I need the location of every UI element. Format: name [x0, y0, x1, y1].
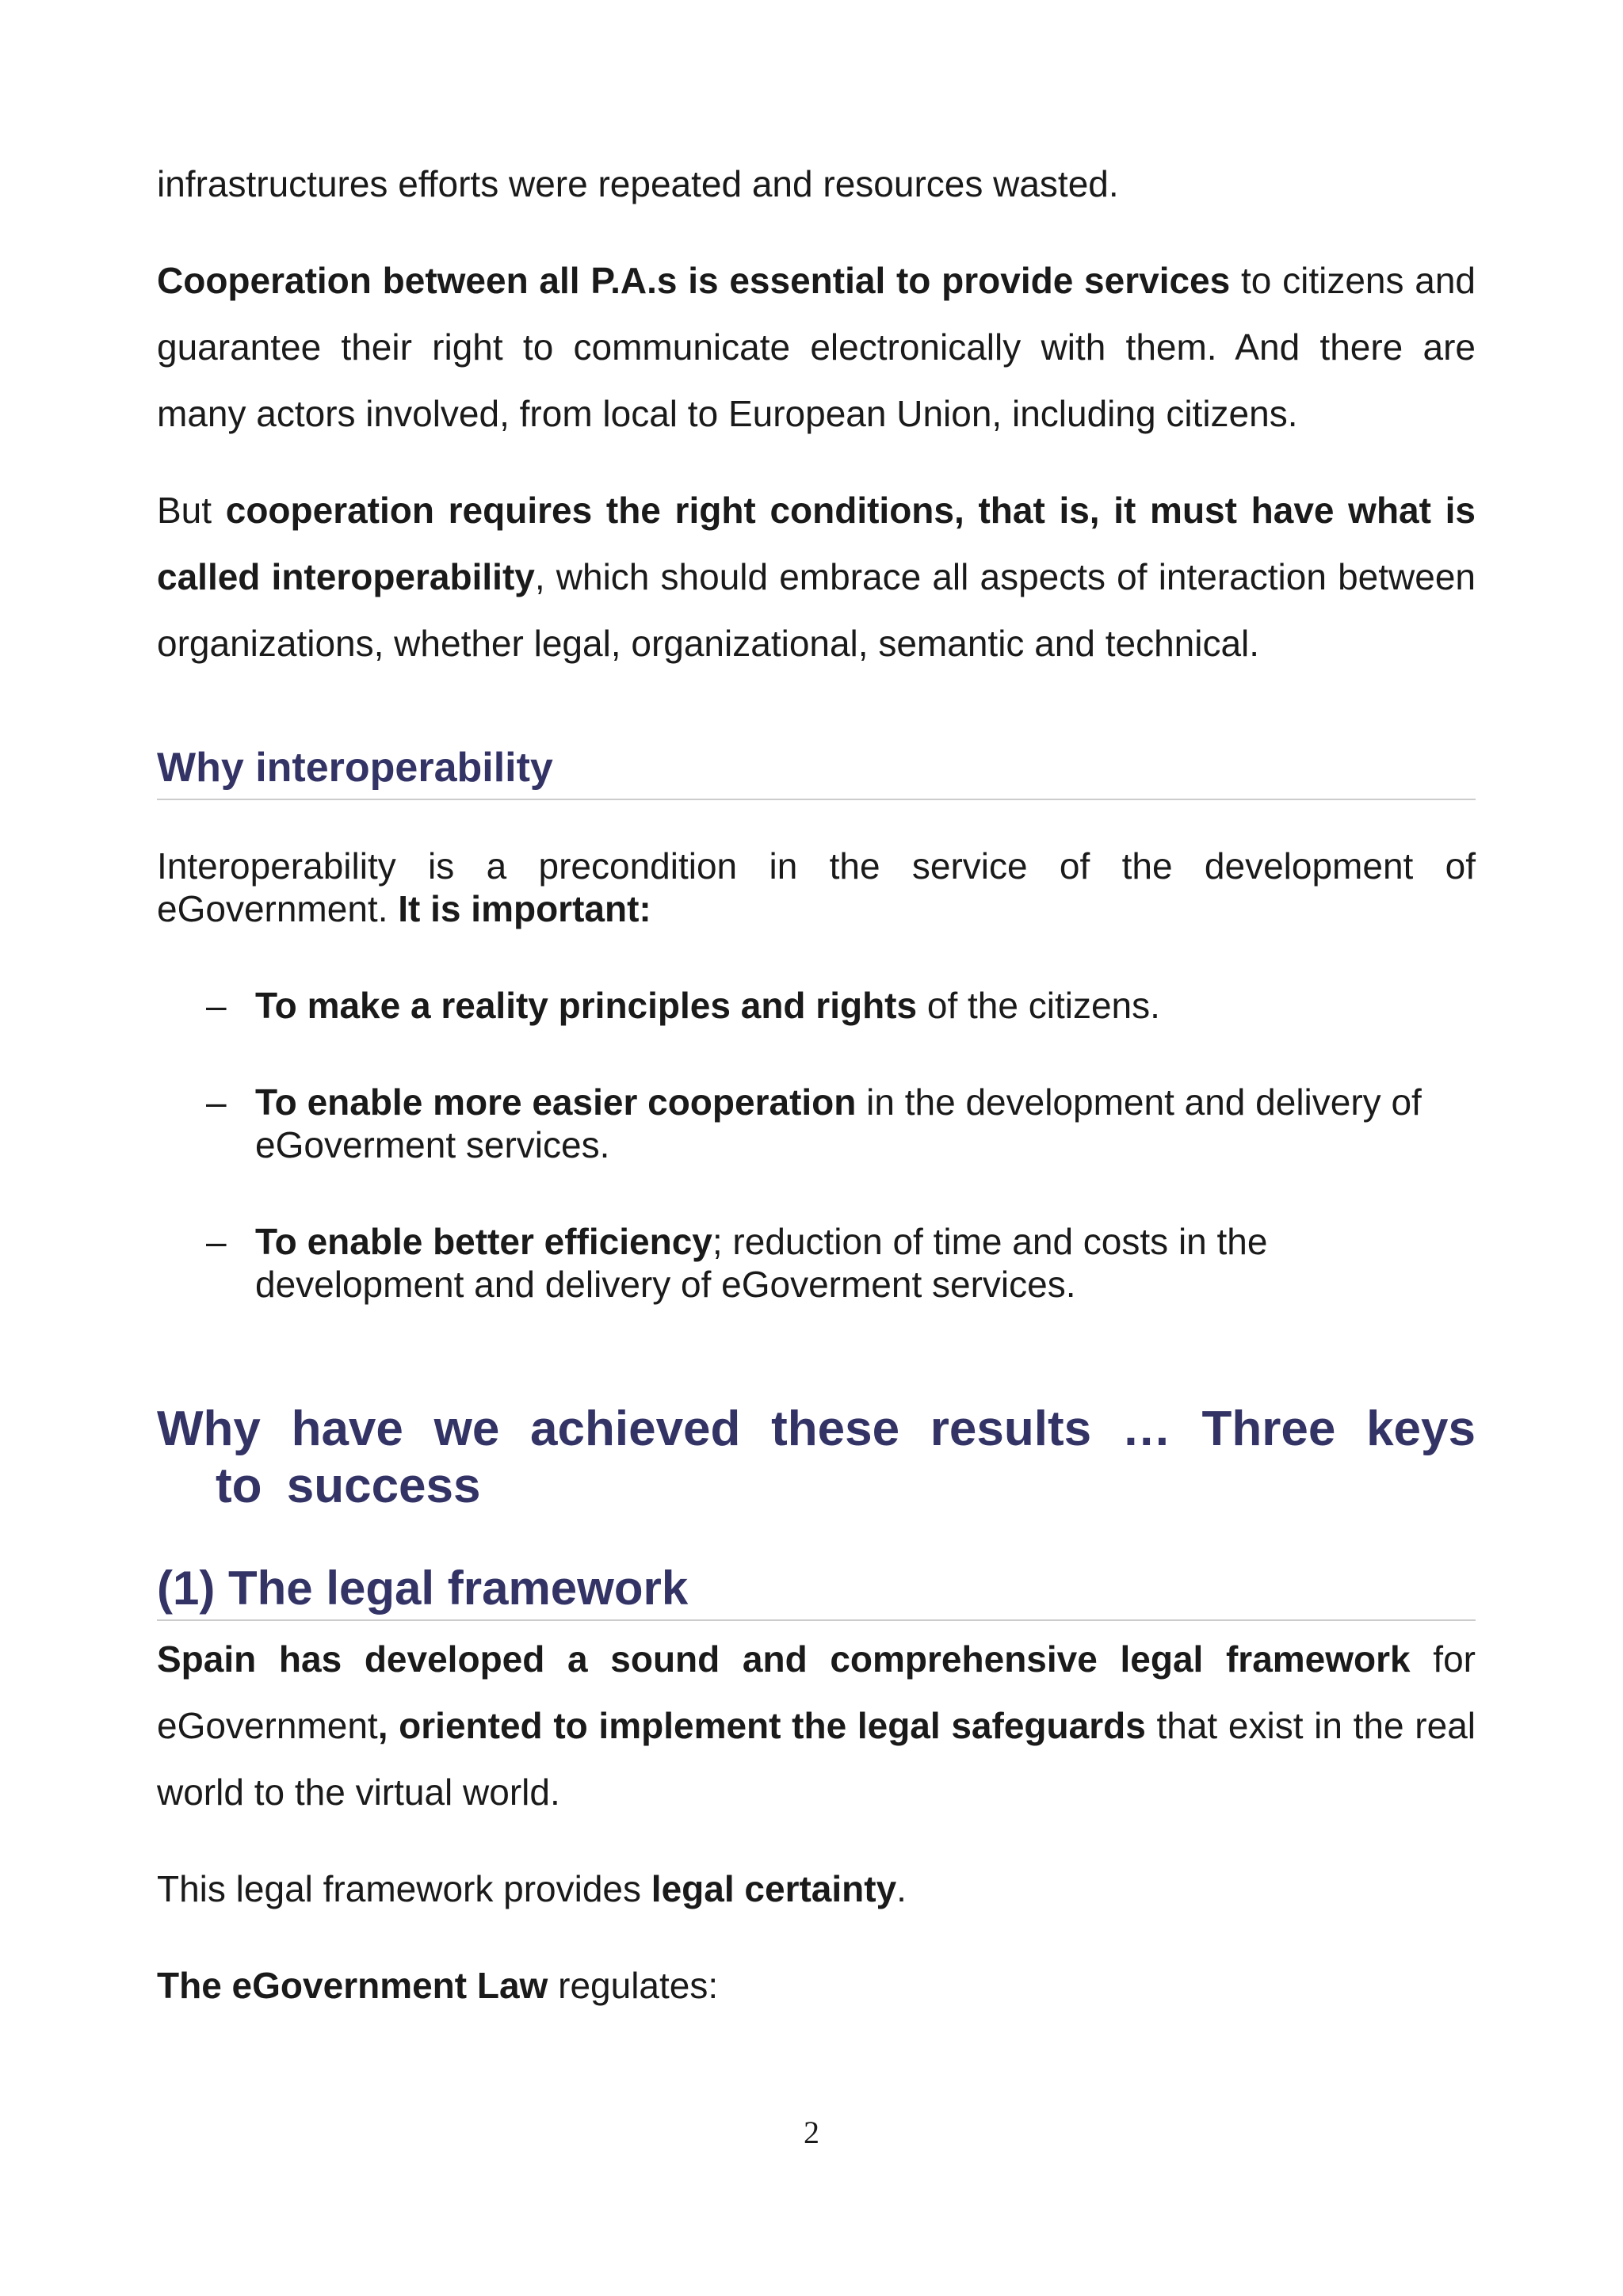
paragraph-text: , which should embrace all aspects of interaction between organizations, whether legal, organizational, semantic and technical.	[157, 556, 1476, 664]
bold-text: The eGovernment Law	[157, 1965, 548, 2006]
paragraph-interop-intro	[157, 845, 1476, 930]
bold-text: It is important:	[398, 888, 651, 929]
bold-text: Cooperation between all P.A.s is essential to provide services	[157, 260, 1231, 301]
list-item-text: in the development and delivery of eGoverment services.	[255, 1081, 1422, 1165]
paragraph-text: infrastructures efforts were repeated and resources wasted.	[157, 163, 1119, 204]
paragraph-text: This legal framework provides	[157, 1868, 651, 1909]
paragraph-text: to citizens and guarantee their right to communicate electronically with them. And there are many actors involved, from local to European Union, including citizens.	[157, 260, 1476, 434]
paragraph-legal-framework	[157, 1626, 1476, 1825]
list-item-text: of the citizens.	[917, 985, 1160, 1026]
paragraph-legal-certainty	[157, 1855, 1476, 1922]
list-item	[206, 1081, 1476, 1166]
dash-bullet-icon: –	[206, 1221, 227, 1262]
bold-text: To make a reality principles and rights	[255, 985, 918, 1026]
paragraph-text: regulates:	[548, 1965, 719, 2006]
paragraph-egov-law	[157, 1952, 1476, 2019]
paragraph-text: that exist in the real world to the virtual world.	[157, 1705, 1476, 1813]
importance-list	[157, 984, 1476, 1306]
page-number: 2	[804, 2115, 819, 2150]
bold-text: To enable better efficiency	[255, 1221, 712, 1262]
paragraph-text: for eGovernment	[157, 1638, 1476, 1746]
paragraph-text: .	[896, 1868, 907, 1909]
dash-bullet-icon: –	[206, 985, 227, 1026]
paragraph-cooperation	[157, 247, 1476, 447]
paragraph-text: But	[157, 490, 226, 531]
bold-text: , oriented to implement the legal safeguards	[377, 1705, 1146, 1746]
bold-text: legal certainty	[651, 1868, 897, 1909]
list-item	[206, 984, 1476, 1027]
bold-text: cooperation requires the right conditions, that is, it must have what is called interoperability	[157, 490, 1476, 597]
section-title-why-interoperability: Why interoperability	[157, 740, 1476, 800]
dash-bullet-icon: –	[206, 1081, 227, 1123]
section-title-legal-framework: (1) The legal framework	[157, 1558, 1476, 1621]
paragraph-infrastructures	[157, 151, 1476, 217]
list-item-text: ; reduction of time and costs in the development and delivery of eGoverment services.	[255, 1221, 1268, 1305]
document-page	[157, 151, 1476, 2049]
list-item	[206, 1220, 1476, 1306]
heading-three-keys: Why have we achieved these results … Three keys to success	[157, 1402, 1476, 1513]
bold-text: To enable more easier cooperation	[255, 1081, 857, 1123]
paragraph-conditions	[157, 477, 1476, 677]
bold-text: Spain has developed a sound and comprehensive legal framework	[157, 1638, 1411, 1680]
paragraph-text: Interoperability is a precondition in the service of the development of eGovernment.	[157, 845, 1476, 929]
